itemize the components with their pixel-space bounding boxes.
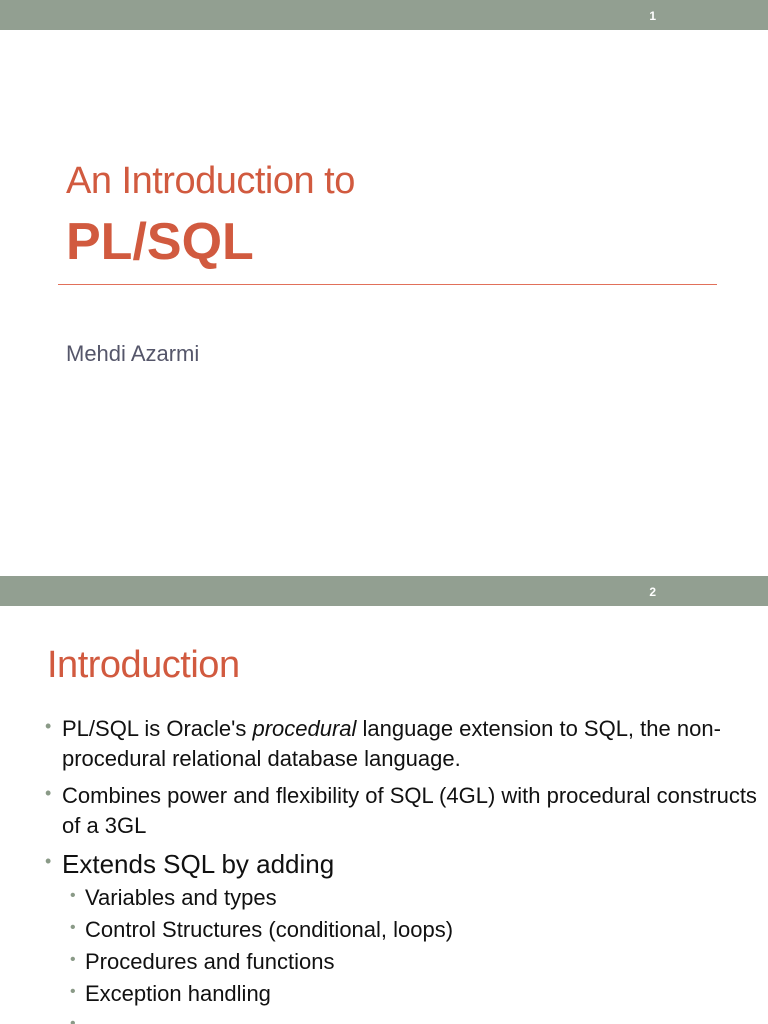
title-divider	[58, 284, 717, 285]
sub-bullet-item	[0, 978, 768, 1010]
sub-bullet-text: Control Structures (conditional, loops)	[85, 917, 454, 942]
slide-number: 1	[649, 9, 656, 23]
bullet-list	[0, 714, 768, 1024]
bullet-item	[0, 781, 768, 841]
bullet-item	[0, 848, 768, 880]
bullet-dot-icon: •	[45, 851, 52, 871]
sub-bullet-item	[0, 1010, 768, 1024]
bullet-dot-icon: •	[70, 887, 76, 904]
sub-bullet-item	[0, 946, 768, 978]
slide-header-bar	[0, 576, 768, 606]
bullet-dot-icon: •	[70, 1015, 76, 1024]
bullet-text: Extends SQL by adding	[62, 849, 335, 879]
slide-heading: Introduction	[47, 644, 240, 686]
slide-header-bar	[0, 0, 768, 30]
slide-number: 2	[649, 585, 656, 599]
bullet-dot-icon: •	[45, 783, 52, 803]
bullet-item	[0, 714, 768, 774]
slide-title-prefix: An Introduction to	[66, 160, 355, 202]
slide-2	[0, 576, 768, 1024]
bullet-text: Combines power and flexibility of SQL (4GL) with procedural constructs of a 3GL	[62, 783, 757, 838]
bullet-text: PL/SQL is Oracle's procedural language extension to SQL, the non-procedural relational database language.	[62, 716, 721, 771]
slide-title: PL/SQL	[66, 213, 254, 271]
sub-bullet-text: Variables and types	[85, 885, 277, 910]
bullet-dot-icon: •	[70, 919, 76, 936]
sub-bullet-item	[0, 882, 768, 914]
author-name: Mehdi Azarmi	[66, 341, 200, 366]
bullet-dot-icon: •	[70, 951, 76, 968]
bullet-dot-icon: •	[70, 983, 76, 1000]
sub-bullet-text: Procedures and functions	[85, 949, 335, 974]
sub-bullet-item	[0, 914, 768, 946]
sub-bullet-text: Exception handling	[85, 981, 271, 1006]
emphasis-text: procedural	[252, 716, 357, 741]
bullet-dot-icon: •	[45, 716, 52, 736]
